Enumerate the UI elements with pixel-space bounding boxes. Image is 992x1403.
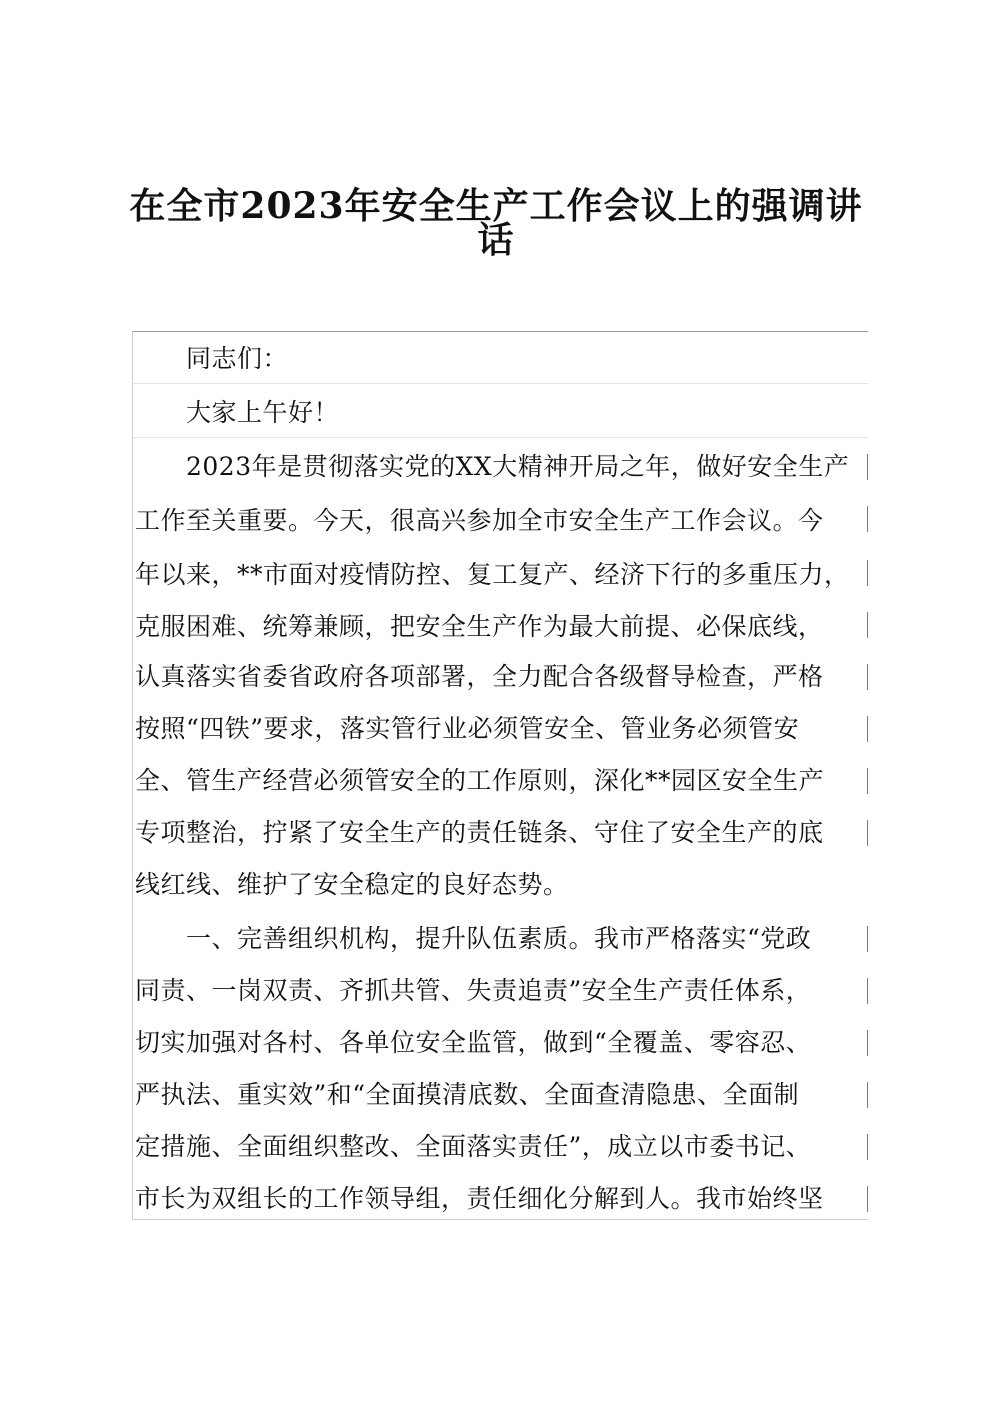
document-title-line-2: 话	[477, 219, 515, 261]
row-divider	[133, 383, 868, 384]
right-margin-marker	[867, 560, 868, 586]
row-divider	[133, 437, 868, 438]
paragraph-1-line: 克服困难、统筹兼顾，把安全生产作为最大前提、必保底线，	[135, 612, 824, 641]
paragraph-2-line: 切实加强对各村、各单位安全监管，做到“全覆盖、零容忍、	[135, 1028, 812, 1057]
right-margin-marker	[867, 1082, 868, 1108]
salutation: 同志们：	[186, 344, 289, 373]
right-margin-marker	[867, 716, 868, 742]
paragraph-1-line: 按照“四铁”要求，落实管行业必须管安全、管业务必须管安	[135, 714, 800, 743]
paragraph-1-line: 线红线、维护了安全稳定的良好态势。	[135, 870, 569, 899]
right-margin-marker	[867, 1030, 868, 1056]
right-margin-marker	[867, 664, 868, 690]
right-margin-marker	[867, 768, 868, 794]
paragraph-1-line: 专项整治，拧紧了安全生产的责任链条、守住了安全生产的底	[135, 818, 824, 847]
right-margin-marker	[867, 926, 868, 952]
paragraph-1-line: 全、管生产经营必须管安全的工作原则，深化**园区安全生产	[135, 766, 825, 795]
right-margin-marker	[867, 1134, 868, 1160]
greeting: 大家上午好！	[186, 398, 340, 427]
paragraph-1-line: 工作至关重要。今天，很高兴参加全市安全生产工作会议。今	[135, 506, 824, 535]
paragraph-2-line: 市长为双组长的工作领导组，责任细化分解到人。我市始终坚	[135, 1184, 824, 1213]
paragraph-2-line: 严执法、重实效”和“全面摸清底数、全面查清隐患、全面制	[135, 1080, 800, 1109]
right-margin-marker	[867, 506, 868, 532]
right-margin-marker	[867, 454, 868, 480]
paragraph-1-line: 年以来，**市面对疫情防控、复工复产、经济下行的多重压力，	[135, 560, 850, 589]
paragraph-2-line: 同责、一岗双责、齐抓共管、失责追责”安全生产责任体系，	[135, 976, 812, 1005]
paragraph-1-line: 2023年是贯彻落实党的XX大精神开局之年，做好安全生产	[186, 452, 850, 481]
document-title-line-1: 在全市2023年安全生产工作会议上的强调讲	[129, 185, 863, 227]
paragraph-2-line: 定措施、全面组织整改、全面落实责任”，成立以市委书记、	[135, 1132, 812, 1161]
paragraph-2-line: 一、完善组织机构，提升队伍素质。我市严格落实“党政	[186, 924, 812, 953]
right-margin-marker	[867, 978, 868, 1004]
right-margin-marker	[867, 1186, 868, 1212]
right-margin-marker	[867, 612, 868, 638]
paragraph-1-line: 认真落实省委省政府各项部署，全力配合各级督导检查，严格	[135, 662, 824, 691]
right-margin-marker	[867, 820, 868, 846]
